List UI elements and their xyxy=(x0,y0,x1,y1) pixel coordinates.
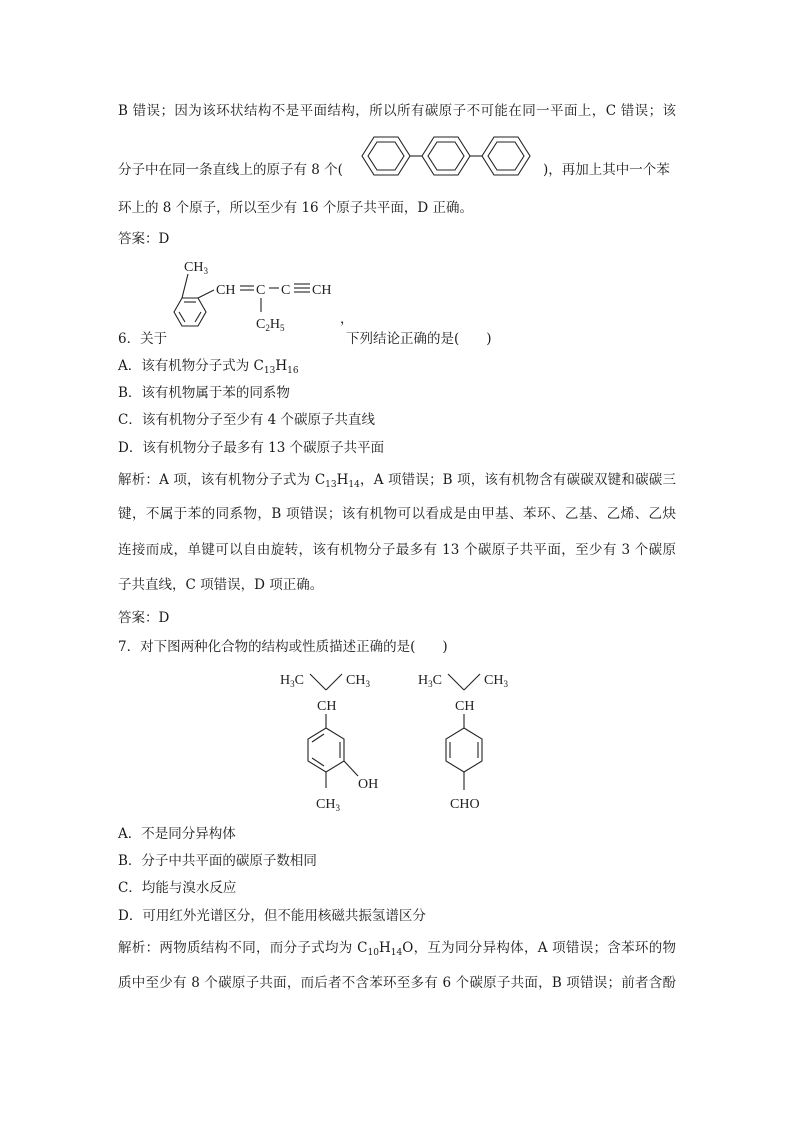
q5-text-line-3: 环上的 8 个原子，所以至少有 16 个原子共平面，D 正确。 xyxy=(118,200,474,216)
q6-benzene-ring xyxy=(174,298,206,326)
q7-right-ch3: $CH_3$ xyxy=(484,673,508,689)
q6-option-b: B．该有机物属于苯的同系物 xyxy=(118,385,290,401)
terphenyl-structure xyxy=(352,131,542,181)
q6-analysis-line-1: 解析：A 项，该有机物分子式为 $C_{13}H_{14}$，A 项错误；B 项，该有机物含有碳碳双键和碳碳三 xyxy=(118,472,676,490)
q6-ch3-label: $CH_3$ xyxy=(184,260,208,276)
benzene-ring-2 xyxy=(422,137,470,175)
q5-line2-post: )，再加上其中一个苯 xyxy=(542,162,670,178)
q6-option-c: C．该有机物分子至少有 4 个碳原子共直线 xyxy=(118,412,376,428)
q6-analysis-line-3: 连接而成，单键可以自由旋转，该有机物分子最多有 13 个碳原子共平面，至少有 3 个碳原 xyxy=(118,542,676,558)
q7-structures xyxy=(270,662,530,820)
q7-option-a: A．不是同分异构体 xyxy=(118,826,236,842)
q6-stem-post: 下列结论正确的是( ) xyxy=(346,331,492,347)
q6-c-triple-label: C xyxy=(281,283,291,298)
q7-left-oh: OH xyxy=(358,777,379,792)
q7-left-benzene-ring xyxy=(308,728,344,772)
benzene-ring-1 xyxy=(362,137,410,175)
q7-right-ch: CH xyxy=(455,699,475,714)
q6-c-center-label: C xyxy=(256,283,266,298)
q7-left-compound xyxy=(280,673,378,813)
benzene-ring-3 xyxy=(482,137,530,175)
q6-structure xyxy=(164,254,354,338)
q7-left-h3c: $H_3C$ xyxy=(280,673,304,689)
q6-ethyl-label: $C_2H_5$ xyxy=(256,317,285,333)
q7-left-ch3: $CH_3$ xyxy=(346,673,370,689)
q6-answer: 答案：D xyxy=(118,610,170,626)
q7-option-b: B．分子中共平面的碳原子数相同 xyxy=(118,853,317,869)
q6-option-a: A．该有机物分子式为 $C_{13}H_{16}$ xyxy=(118,358,299,376)
q7-right-compound xyxy=(418,673,508,812)
q6-analysis-line-4: 子共直线，C 项错误，D 项正确。 xyxy=(118,577,324,593)
q5-answer: 答案：D xyxy=(118,231,170,247)
q7-option-d: D．可用红外光谱区分，但不能用核磁共振氢谱区分 xyxy=(118,908,426,924)
q7-left-ch: CH xyxy=(317,699,337,714)
q6-option-d: D．该有机物分子最多有 13 个碳原子共平面 xyxy=(118,440,385,456)
q6-stem-pre: 6．关于 xyxy=(118,331,168,347)
q6-ch-label: CH xyxy=(216,283,236,298)
q5-line2-pre: 分子中在同一条直线上的原子有 8 个( xyxy=(118,162,343,178)
q6-comma: ， xyxy=(340,311,354,327)
q6-ch-end-label: CH xyxy=(312,283,332,298)
q7-right-h3c: $H_3C$ xyxy=(418,673,442,689)
q6-stem xyxy=(118,329,167,349)
q7-stem: 7．对下图两种化合物的结构或性质描述正确的是( ) xyxy=(118,639,448,655)
q7-option-c: C．均能与溴水反应 xyxy=(118,880,237,896)
q7-analysis-line-1: 解析：两物质结构不同，而分子式均为 $C_{10}H_{14}O$，互为同分异构体，A 项错误；含苯环的物 xyxy=(118,940,677,958)
q5-text-line-1: B 错误；因为该环状结构不是平面结构，所以所有碳原子不可能在同一平面上，C 错误；该 xyxy=(118,103,676,119)
q7-left-ch3-bottom: $CH_3$ xyxy=(316,797,340,813)
q7-analysis-line-2: 质中至少有 8 个碳原子共面，而后者不含苯环至多有 6 个碳原子共面，B 项错误；前者含酚 xyxy=(118,975,676,991)
q7-right-ring xyxy=(446,728,482,772)
q7-right-cho: CHO xyxy=(450,797,480,812)
q6-analysis-line-2: 键，不属于苯的同系物，B 项错误；该有机物可以看成是由甲基、苯环、乙基、乙烯、乙炔 xyxy=(118,506,676,522)
